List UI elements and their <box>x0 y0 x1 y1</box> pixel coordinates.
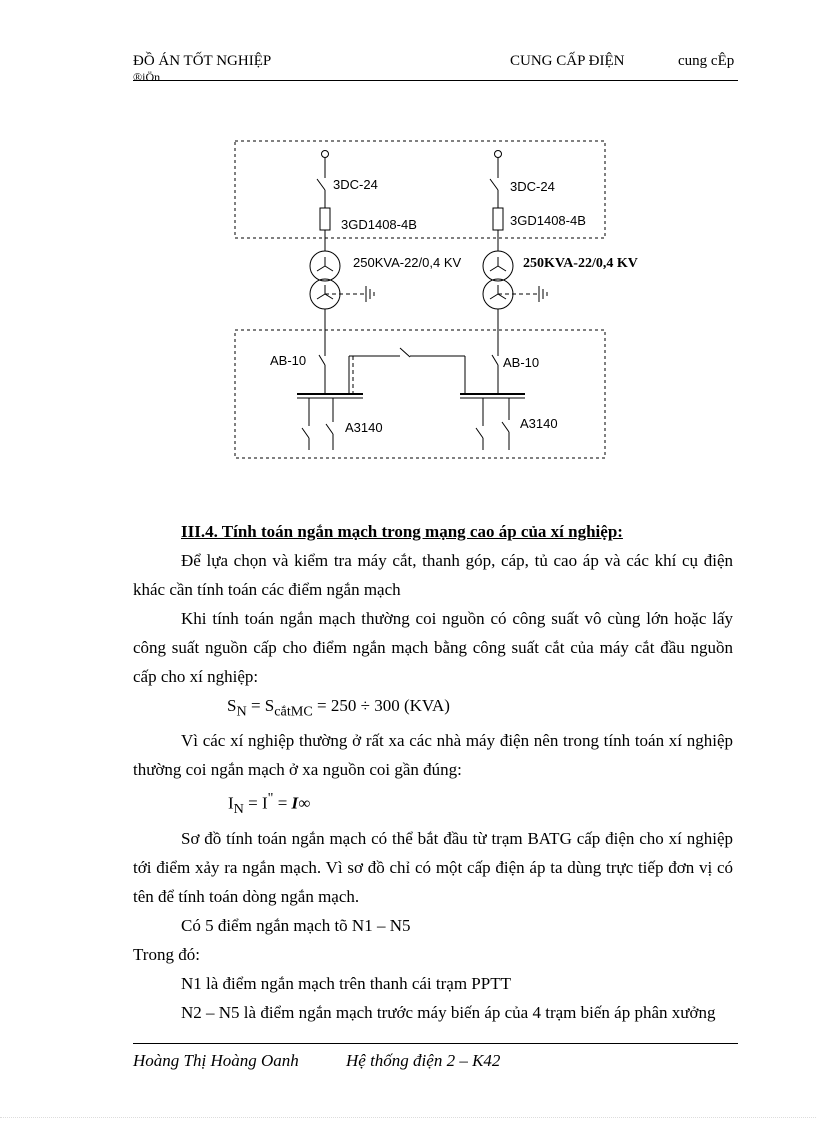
header-title-right: cung cÊp <box>678 53 735 69</box>
disconnector-right <box>490 179 498 190</box>
disconnector-right-label: 3DC-24 <box>510 179 555 194</box>
feeder-breaker-right-2 <box>502 422 509 432</box>
header-title-left: ĐỒ ÁN TỐT NGHIỆP <box>133 53 272 69</box>
breaker-left <box>319 355 325 365</box>
paragraph: Vì các xí nghiệp thường ở rất xa các nhà máy điện nên trong tính toán xí nghiệp thường coi ngắn mạch ở xa nguồn coi gần đúng: <box>133 731 733 780</box>
footer-class: Hệ thống điện 2 – K42 <box>346 1051 501 1070</box>
feeder-breaker-left-2 <box>326 424 333 434</box>
fuse-right-label: 3GD1408-4B <box>510 213 586 228</box>
fuse-left-label: 3GD1408-4B <box>341 217 417 232</box>
header-title-middle: CUNG CẤP ĐIỆN <box>510 53 625 69</box>
bus-tie-breaker <box>400 348 410 357</box>
fuse-right <box>493 208 503 230</box>
transformer-right-star-lower <box>490 285 506 299</box>
transformer-left-star-upper <box>317 257 333 271</box>
paragraph: Sơ đồ tính toán ngắn mạch có thể bắt đầu từ trạm BATG cấp điện cho xí nghiệp tới điểm xảy ra ngắn mạch. Vì sơ đồ chỉ có một cấp điện áp ta dùng trực tiếp đơn vị có tên để tính toán dòng ngắn mạch. <box>133 829 733 907</box>
paragraph: Có 5 điểm ngắn mạch tõ N1 – N5 <box>181 916 411 936</box>
transformer-left-star-lower <box>317 285 333 299</box>
terminal-left <box>322 151 329 158</box>
fuse-left <box>320 208 330 230</box>
header-rule <box>133 80 738 81</box>
formula-sn: $S_N = S_{cắtMC} = 250 \div 300$ (KVA) <box>227 696 450 720</box>
footer-rule <box>133 1043 738 1044</box>
feeder-breaker-right-1 <box>476 428 483 438</box>
breaker-right-label: AB-10 <box>503 355 540 370</box>
paragraph: N2 – N5 là điểm ngắn mạch trước máy biến áp của 4 trạm biến áp phân xưởng <box>181 1003 716 1023</box>
page-edge <box>0 1117 816 1118</box>
paragraph: N1 là điểm ngắn mạch trên thanh cái trạm PPTT <box>181 974 511 994</box>
header-subtitle: ®iÖn <box>133 70 161 84</box>
disconnector-left-label: 3DC-24 <box>333 177 378 192</box>
transformer-left-label: 250KVA-22/0,4 KV <box>353 255 462 270</box>
terminal-right <box>495 151 502 158</box>
feeder-breaker-left-1 <box>302 428 309 438</box>
document-body <box>133 517 733 1027</box>
feeder-right-label: A3140 <box>520 416 558 431</box>
formula-in: $I_N = I^" = I\infty$ <box>228 790 311 818</box>
footer-author: Hoàng Thị Hoàng Oanh <box>133 1051 299 1070</box>
feeder-left-label: A3140 <box>345 420 383 435</box>
section-heading: III.4. Tính toán ngắn mạch trong mạng cao áp của xí nghiệp: <box>181 522 623 541</box>
single-line-diagram <box>225 138 638 468</box>
paragraph: Để lựa chọn và kiểm tra máy cắt, thanh góp, cáp, tủ cao áp và các khí cụ điện khác cần tính toán các điểm ngắn mạch <box>133 551 733 599</box>
ground-left <box>366 286 374 302</box>
ground-right <box>539 286 547 302</box>
breaker-right <box>492 355 498 365</box>
paragraph: Trong đó: <box>133 945 200 965</box>
disconnector-left <box>317 179 325 190</box>
paragraph: Khi tính toán ngắn mạch thường coi nguồn có công suất vô cùng lớn hoặc lấy công suất nguồn cấp cho điểm ngắn mạch bằng công suất cắt của máy cắt đầu nguồn cấp cho xí nghiệp: <box>133 609 733 686</box>
bus-tie <box>349 348 465 394</box>
breaker-left-label: AB-10 <box>270 353 307 368</box>
lv-section-boundary <box>235 330 605 458</box>
transformer-right-label: 250KVA-22/0,4 KV <box>523 256 638 271</box>
transformer-right-star-upper <box>490 257 506 271</box>
